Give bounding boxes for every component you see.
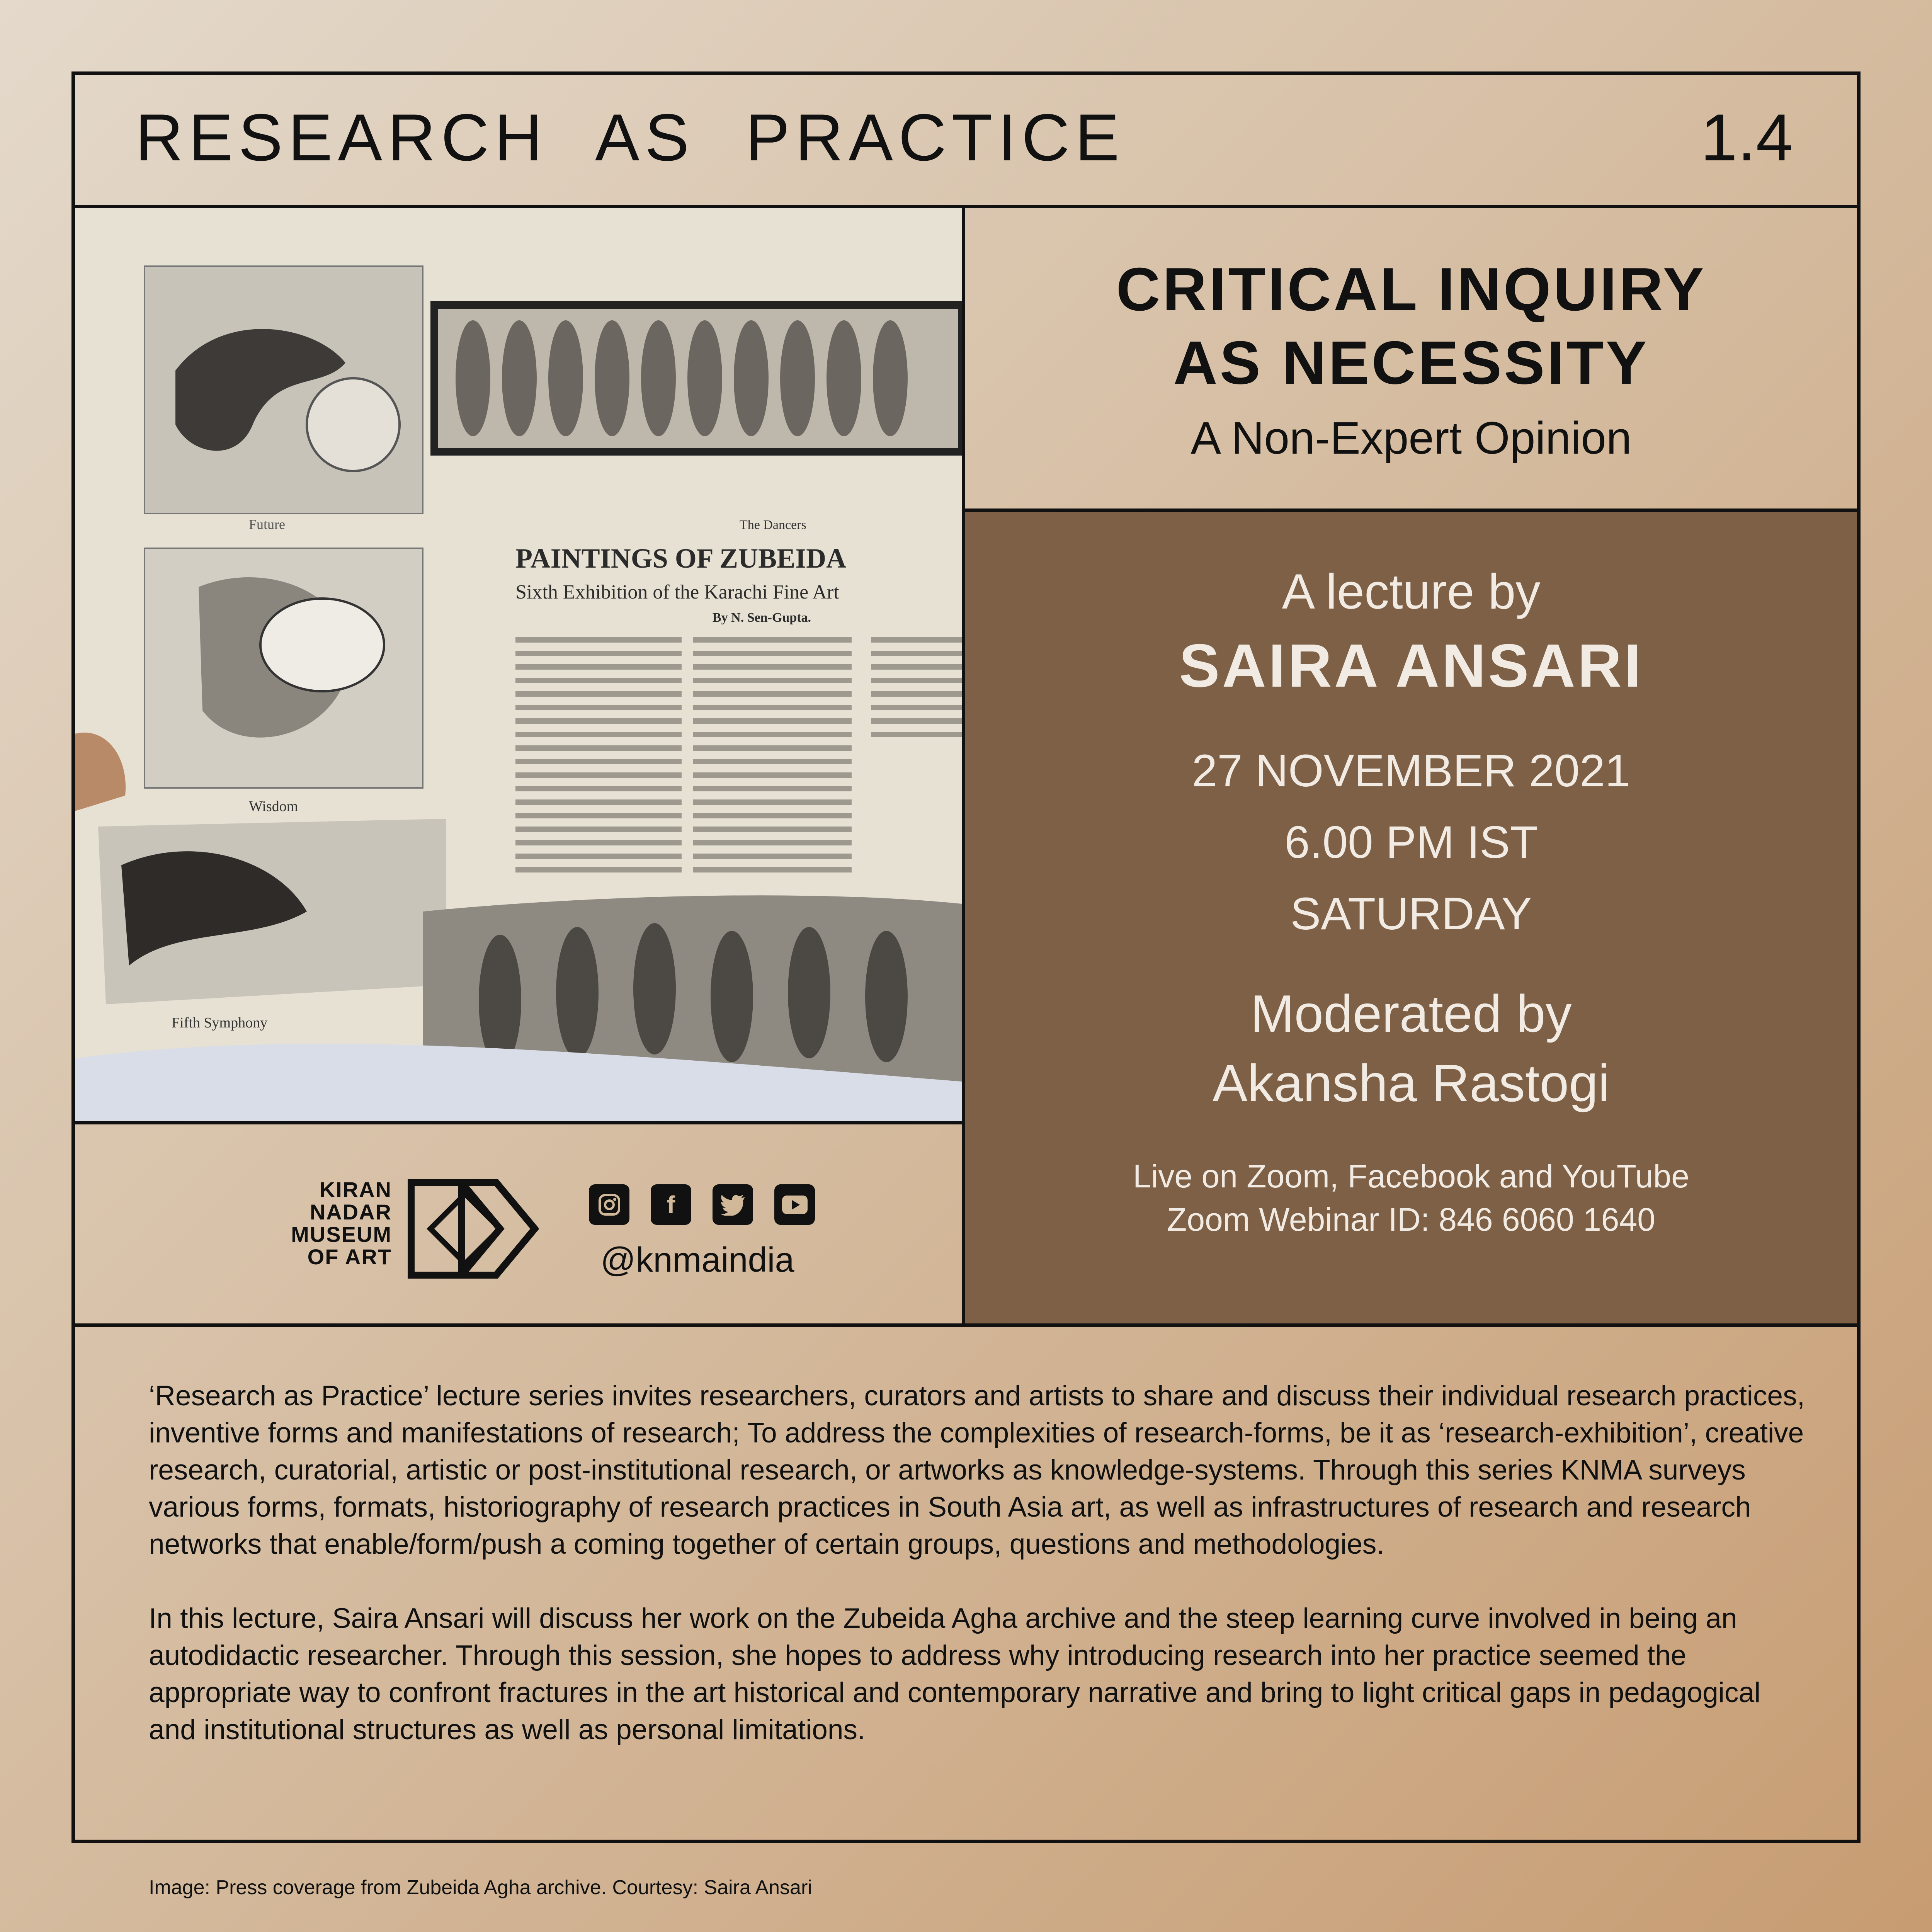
- organization-area: [75, 1124, 962, 1323]
- description-paragraph-1: ‘Research as Practice’ lecture series invites researchers, curators and artists to share and discuss their individual research practices, inventive forms and manifestations of research; To address the complexities of research-forms, be it as ‘research-exhibition’, creative research, curatorial, artistic or post-institutional research, or artworks as knowledge-systems. Through this series KNMA surveys various forms, formats, historiography of research practices in South Asia art, as well as infrastructures of research and research networks that enable/form/push a coming together of certain groups, questions and methodologies.: [149, 1380, 1805, 1560]
- logo-line-nadar: NADAR: [310, 1200, 392, 1224]
- youtube-icon[interactable]: [774, 1184, 815, 1225]
- moderator-block: [965, 979, 1857, 1118]
- knma-logo-icon: [407, 1171, 539, 1287]
- event-date: 27 NOVEMBER 2021: [1192, 745, 1631, 797]
- speaker-name: SAIRA ANSARI: [1179, 631, 1643, 700]
- logo-line-museum: MUSEUM: [291, 1222, 392, 1247]
- description-paragraph-2: In this lecture, Saira Ansari will discuss her work on the Zubeida Agha archive and the steep learning curve involved in being an autodidactic researcher. Through this session, she hopes to address why introducing research into her practice seemed the appropriate way to confront fractures in the art historical and contemporary narrative and bring to light critical gaps in pedagogical and institutional structures as well as personal limitations.: [149, 1603, 1761, 1745]
- label-future: Future: [249, 517, 285, 532]
- description: [149, 1378, 1810, 1786]
- social-handle[interactable]: @knmaindia: [600, 1241, 794, 1279]
- streaming-info: [965, 1155, 1857, 1241]
- lecture-by-label: A lecture by: [1282, 564, 1541, 619]
- moderator-name: Akansha Rastogi: [1212, 1054, 1610, 1113]
- moderated-by-label: Moderated by: [1250, 984, 1572, 1043]
- lecture-title-line-2: AS NECESSITY: [1173, 329, 1649, 397]
- social-icons: [589, 1184, 815, 1225]
- image-caption: Image: Press coverage from Zubeida Agha archive. Courtesy: Saira Ansari: [149, 1876, 812, 1899]
- divider-vertical: [962, 205, 965, 1327]
- divider-title: [962, 509, 1861, 512]
- live-platforms: Live on Zoom, Facebook and YouTube: [1133, 1158, 1689, 1195]
- instagram-icon[interactable]: [589, 1184, 629, 1225]
- article-byline: By N. Sen-Gupta.: [713, 611, 811, 625]
- article-subhead: Sixth Exhibition of the Karachi Fine Art: [515, 581, 839, 603]
- series-number: 1.4: [1700, 100, 1793, 175]
- lecture-subtitle: A Non-Expert Opinion: [1190, 413, 1632, 464]
- label-wisdom: Wisdom: [249, 798, 298, 815]
- twitter-icon[interactable]: [713, 1184, 753, 1225]
- lecture-title: [965, 253, 1857, 400]
- knma-logo-text: [179, 1179, 392, 1268]
- series-title: RESEARCH AS PRACTICE: [135, 100, 1125, 175]
- event-datetime: [965, 735, 1857, 950]
- event-time: 6.00 PM IST: [1284, 817, 1538, 868]
- label-fifth-symphony: Fifth Symphony: [172, 1015, 268, 1031]
- archive-photo: [75, 208, 962, 1121]
- facebook-icon[interactable]: f: [651, 1184, 691, 1225]
- divider-body: [71, 1323, 1861, 1327]
- divider-header: [71, 205, 1861, 208]
- logo-line-kiran: KIRAN: [319, 1177, 392, 1202]
- lecture-title-line-1: CRITICAL INQUIRY: [1116, 255, 1706, 323]
- divider-photo: [71, 1121, 965, 1124]
- article-headline: PAINTINGS OF ZUBEIDA: [515, 543, 847, 574]
- event-day: SATURDAY: [1290, 888, 1532, 940]
- label-dancers: The Dancers: [740, 518, 806, 532]
- zoom-webinar-id: Zoom Webinar ID: 846 6060 1640: [1167, 1201, 1655, 1238]
- title-block: [965, 208, 1857, 509]
- event-details-panel: [965, 512, 1857, 1323]
- logo-line-of-art: OF ART: [307, 1245, 392, 1269]
